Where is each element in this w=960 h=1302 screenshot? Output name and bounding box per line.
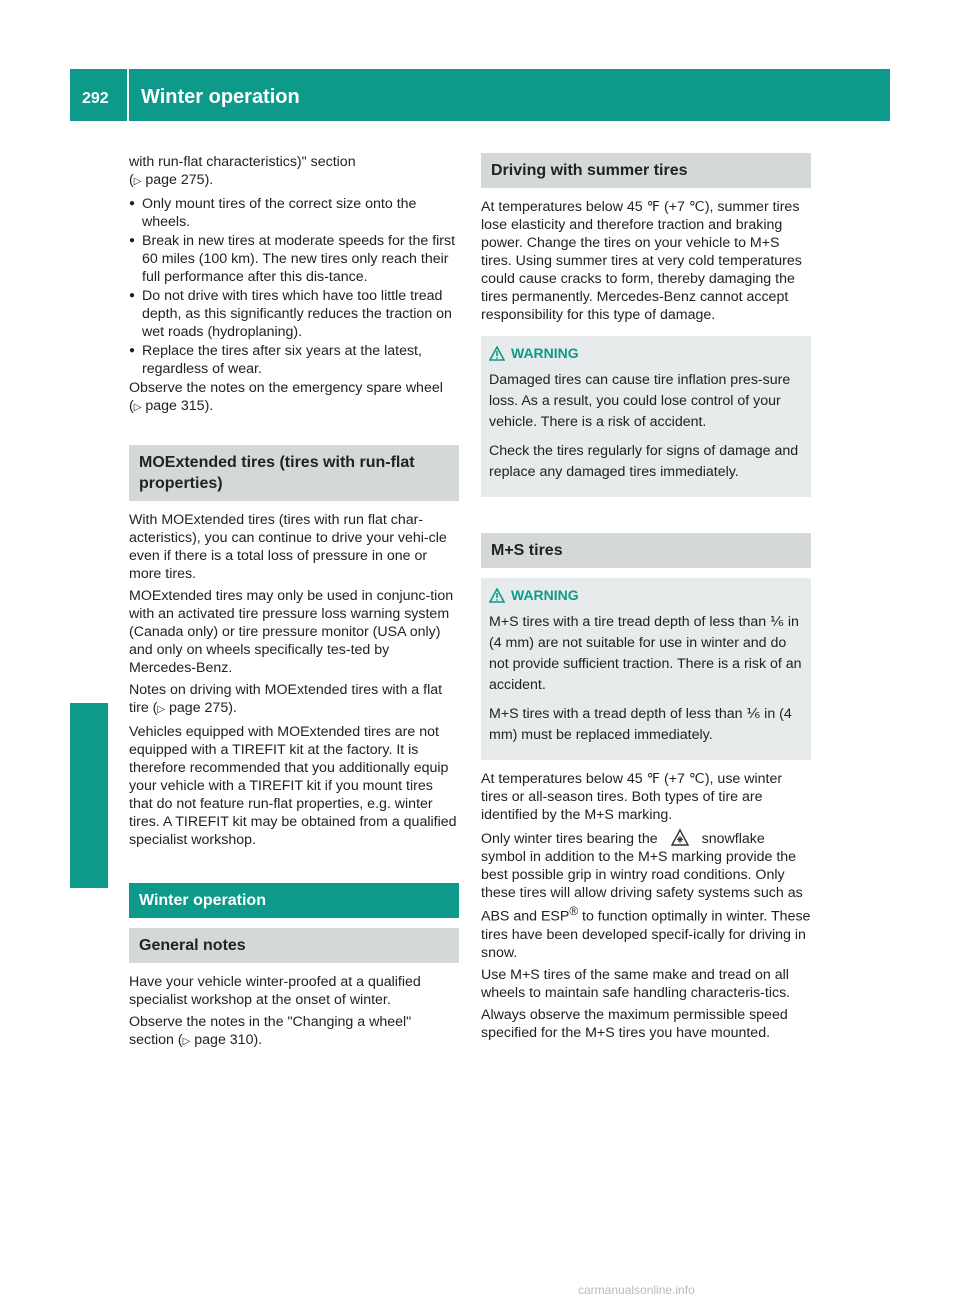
page-ref-link[interactable]: page 310). <box>194 1032 263 1048</box>
list-item: ● Break in new tires at moderate speeds for the first 60 miles (100 km). The new tires only reach their full performance after this dis-tance. <box>129 232 459 286</box>
warning-text: M+S tires with a tire tread depth of less than ⅙ in (4 mm) are not suitable for use in winter and do not provide sufficient traction. There is a risk of an accident. <box>489 614 802 693</box>
section-heading-general-notes: General notes <box>129 928 459 963</box>
intro-text: with run-flat characteristics)" section (▷ page 275). <box>129 154 356 188</box>
header-divider <box>127 69 129 121</box>
page-title: Winter operation <box>141 86 300 108</box>
page-ref-arrow-icon: ▷ <box>157 704 166 715</box>
warning-box-damaged-tires <box>481 336 811 497</box>
right-column <box>481 153 811 1046</box>
page-ref-arrow-icon: ▷ <box>182 1036 191 1047</box>
warning-triangle-icon <box>489 588 505 603</box>
ms-paragraph-4: Always observe the maximum permissible speed specified for the M+S tires you have mounted. <box>481 1006 788 1041</box>
warning-text: Check the tires regularly for signs of damage and replace any damaged tires immediately. <box>489 443 799 480</box>
section-heading-moextended: MOExtended tires (tires with run-flat properties) <box>129 445 459 501</box>
moext-paragraph-2: MOExtended tires may only be used in conjunc-tion with an activated tire pressure loss warning system (Canada only) or tire pressure monitor (USA only) and only on wheels specifically tes-ted by Mercedes-Benz. <box>129 588 454 676</box>
page-ref-arrow-icon: ▷ <box>133 402 142 413</box>
list-item: ● Do not drive with tires which have too little tread depth, as this significantly reduces the traction on wet roads (hydroplaning). <box>129 287 459 341</box>
page-ref-link[interactable]: page 275). <box>169 700 237 716</box>
mountain-snowflake-icon <box>670 828 690 846</box>
list-item: ● Only mount tires of the correct size onto the wheels. <box>129 195 459 231</box>
warning-box-tread-depth <box>481 578 811 760</box>
chapter-side-bar <box>70 703 108 888</box>
section-heading-winter-operation: Winter operation <box>129 883 459 918</box>
warning-text: Damaged tires can cause tire inflation pres-sure loss. As a result, you could lose control of your vehicle. There is a risk of accident. <box>489 372 791 430</box>
warning-text: M+S tires with a tread depth of less than ⅙ in (4 mm) must be replaced immediately. <box>489 706 792 743</box>
section-heading-summer-tires: Driving with summer tires <box>481 153 811 188</box>
moext-paragraph-3: Notes on driving with MOExtended tires with a flat tire (▷ page 275). <box>129 682 443 716</box>
page-ref-arrow-icon: ▷ <box>133 176 142 187</box>
warning-triangle-icon <box>489 346 505 361</box>
general-paragraph-1: Have your vehicle winter-proofed at a qualified specialist workshop at the onset of winter. <box>129 974 421 1008</box>
general-paragraph-2: Observe the notes in the "Changing a wheel" section (▷ page 310). <box>129 1014 412 1048</box>
page-ref-link[interactable]: page 275). <box>145 172 214 188</box>
section-heading-ms-tires: M+S tires <box>481 533 811 568</box>
warning-title: WARNING <box>489 344 803 362</box>
list-item: ● Replace the tires after six years at the latest, regardless of wear. <box>129 342 459 378</box>
moext-paragraph-1: With MOExtended tires (tires with run flat char-acteristics), you can continue to drive your vehi-cle even if there is a total loss of pressure in one or more tires. <box>129 512 447 582</box>
spare-wheel-note: Observe the notes on the emergency spare wheel (▷ page 315). <box>129 380 443 414</box>
tire-bullet-list <box>129 195 459 378</box>
ms-paragraph-1: At temperatures below 45 ℉ (+7 ℃), use winter tires or all-season tires. Both types of tire are identified by the M+S marking. <box>481 771 783 823</box>
left-column <box>129 153 459 1055</box>
watermark: carmanualsonline.info <box>578 1283 695 1297</box>
warning-title: WARNING <box>489 586 803 604</box>
summer-paragraph: At temperatures below 45 ℉ (+7 ℃), summer tires lose elasticity and therefore traction and braking power. Change the tires on your vehicle to M+S tires. Using summer tires at very cold temperatures could cause cracks to form, thereby damaging the tires permanently. Mercedes-Benz cannot accept responsibility for this type of damage. <box>481 199 802 323</box>
page-ref-link[interactable]: page 315). <box>145 398 214 414</box>
moext-paragraph-4: Vehicles equipped with MOExtended tires are not equipped with a TIREFIT kit at the factory. It is therefore recommended that you additionally equip your vehicle with a TIREFIT kit if you mount tires that do not feature run-flat properties, e.g. winter tires. A TIREFIT kit may be obtained from a qualified specialist workshop. <box>129 724 457 848</box>
ms-paragraph-3: Use M+S tires of the same make and tread on all wheels to maintain safe handling characteris-tics. <box>481 966 791 1001</box>
ms-paragraph-2: Only winter tires bearing the snowflake symbol in addition to the M+S marking provide the best possible grip in wintry road conditions. Only these tires will allow driving safety systems such as ABS and ESP® to function optimally in winter. These tires have been developed specif-ically for driving in snow. <box>481 828 811 962</box>
page-number: 292 <box>82 90 109 107</box>
